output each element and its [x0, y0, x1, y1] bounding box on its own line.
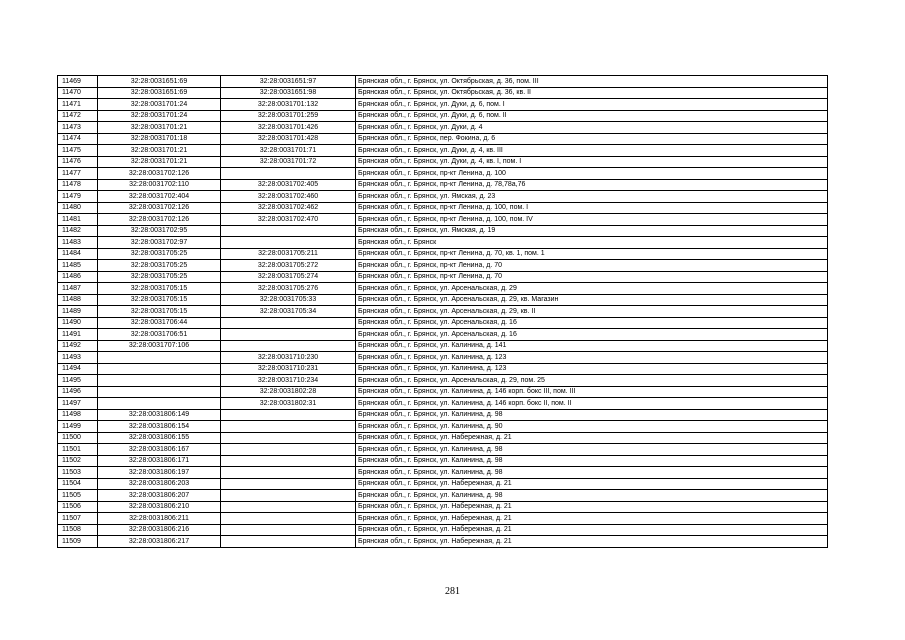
row-number-cell: 11480 [58, 202, 98, 214]
object-cadastral-number-cell: 32:28:0031710:230 [221, 352, 356, 364]
address-cell: Брянская обл., г. Брянск, ул. Калинина, д. 90 [356, 421, 828, 433]
table-row [58, 191, 828, 203]
cadastral-number-cell: 32:28:0031706:44 [98, 317, 221, 329]
object-cadastral-number-cell: 32:28:0031702:460 [221, 191, 356, 203]
object-cadastral-number-cell [221, 524, 356, 536]
table-row [58, 340, 828, 352]
cadastral-number-cell [98, 375, 221, 387]
row-number-cell: 11469 [58, 76, 98, 88]
object-cadastral-number-cell [221, 490, 356, 502]
cadastral-number-cell: 32:28:0031702:97 [98, 237, 221, 249]
address-cell: Брянская обл., г. Брянск, ул. Набережная, д. 21 [356, 536, 828, 548]
cadastral-number-cell: 32:28:0031806:149 [98, 409, 221, 421]
table-row [58, 237, 828, 249]
table-row [58, 363, 828, 375]
address-cell: Брянская обл., г. Брянск, ул. Калинина, д. 123 [356, 363, 828, 375]
object-cadastral-number-cell: 32:28:0031702:462 [221, 202, 356, 214]
object-cadastral-number-cell: 32:28:0031701:132 [221, 99, 356, 111]
table-row [58, 179, 828, 191]
table-row [58, 87, 828, 99]
object-cadastral-number-cell [221, 421, 356, 433]
cadastral-number-cell: 32:28:0031701:24 [98, 99, 221, 111]
table-row [58, 306, 828, 318]
row-number-cell: 11488 [58, 294, 98, 306]
table-row [58, 133, 828, 145]
cadastral-number-cell [98, 352, 221, 364]
address-cell: Брянская обл., г. Брянск, ул. Набережная, д. 21 [356, 513, 828, 525]
cadastral-number-cell [98, 398, 221, 410]
object-cadastral-number-cell: 32:28:0031802:28 [221, 386, 356, 398]
table-row [58, 398, 828, 410]
address-cell: Брянская обл., г. Брянск, ул. Калинина, д. 123 [356, 352, 828, 364]
row-number-cell: 11507 [58, 513, 98, 525]
row-number-cell: 11482 [58, 225, 98, 237]
object-cadastral-number-cell [221, 513, 356, 525]
table-row [58, 329, 828, 341]
cadastral-number-cell: 32:28:0031806:154 [98, 421, 221, 433]
table-row [58, 467, 828, 479]
object-cadastral-number-cell: 32:28:0031802:31 [221, 398, 356, 410]
row-number-cell: 11486 [58, 271, 98, 283]
table-row [58, 501, 828, 513]
table-row [58, 375, 828, 387]
address-cell: Брянская обл., г. Брянск, пр-кт Ленина, д. 100, пом. I [356, 202, 828, 214]
row-number-cell: 11490 [58, 317, 98, 329]
row-number-cell: 11483 [58, 237, 98, 249]
table-row [58, 122, 828, 134]
object-cadastral-number-cell: 32:28:0031710:234 [221, 375, 356, 387]
table-row [58, 444, 828, 456]
row-number-cell: 11484 [58, 248, 98, 260]
row-number-cell: 11477 [58, 168, 98, 180]
address-cell: Брянская обл., г. Брянск, ул. Октябрьская, д. 36, кв. II [356, 87, 828, 99]
cadastral-number-cell: 32:28:0031806:216 [98, 524, 221, 536]
object-cadastral-number-cell: 32:28:0031710:231 [221, 363, 356, 375]
cadastral-number-cell: 32:28:0031702:126 [98, 202, 221, 214]
table-row [58, 145, 828, 157]
address-cell: Брянская обл., г. Брянск, ул. Дуки, д. 4 [356, 122, 828, 134]
row-number-cell: 11471 [58, 99, 98, 111]
cadastral-number-cell: 32:28:0031806:197 [98, 467, 221, 479]
row-number-cell: 11474 [58, 133, 98, 145]
table-row [58, 225, 828, 237]
object-cadastral-number-cell: 32:28:0031701:71 [221, 145, 356, 157]
table-row [58, 260, 828, 272]
row-number-cell: 11501 [58, 444, 98, 456]
object-cadastral-number-cell [221, 455, 356, 467]
object-cadastral-number-cell: 32:28:0031651:98 [221, 87, 356, 99]
row-number-cell: 11479 [58, 191, 98, 203]
object-cadastral-number-cell [221, 501, 356, 513]
table-row [58, 421, 828, 433]
table-row [58, 490, 828, 502]
address-cell: Брянская обл., г. Брянск, ул. Арсенальская, д. 16 [356, 329, 828, 341]
row-number-cell: 11502 [58, 455, 98, 467]
object-cadastral-number-cell [221, 467, 356, 479]
cadastral-number-cell: 32:28:0031707:106 [98, 340, 221, 352]
row-number-cell: 11478 [58, 179, 98, 191]
object-cadastral-number-cell: 32:28:0031702:470 [221, 214, 356, 226]
table-row [58, 478, 828, 490]
address-cell: Брянская обл., г. Брянск, ул. Калинина, д. 98 [356, 467, 828, 479]
row-number-cell: 11508 [58, 524, 98, 536]
row-number-cell: 11481 [58, 214, 98, 226]
table-row [58, 294, 828, 306]
object-cadastral-number-cell [221, 225, 356, 237]
table-row [58, 513, 828, 525]
cadastral-table [57, 75, 828, 548]
address-cell: Брянская обл., г. Брянск, пр-кт Ленина, д. 70, кв. 1, пом. 1 [356, 248, 828, 260]
cadastral-number-cell: 32:28:0031701:21 [98, 122, 221, 134]
address-cell: Брянская обл., г. Брянск, ул. Ямская, д. 23 [356, 191, 828, 203]
row-number-cell: 11491 [58, 329, 98, 341]
cadastral-number-cell: 32:28:0031702:110 [98, 179, 221, 191]
address-cell: Брянская обл., г. Брянск, ул. Арсенальская, д. 29 [356, 283, 828, 295]
address-cell: Брянская обл., г. Брянск, ул. Калинина, д. 98 [356, 455, 828, 467]
row-number-cell: 11497 [58, 398, 98, 410]
table-body [58, 76, 828, 548]
row-number-cell: 11472 [58, 110, 98, 122]
address-cell: Брянская обл., г. Брянск, пр-кт Ленина, д. 70 [356, 260, 828, 272]
cadastral-number-cell: 32:28:0031806:211 [98, 513, 221, 525]
cadastral-number-cell: 32:28:0031701:21 [98, 156, 221, 168]
object-cadastral-number-cell: 32:28:0031701:426 [221, 122, 356, 134]
address-cell: Брянская обл., г. Брянск, ул. Калинина, д. 98 [356, 444, 828, 456]
address-cell: Брянская обл., г. Брянск, ул. Октябрьская, д. 36, пом. III [356, 76, 828, 88]
address-cell: Брянская обл., г. Брянск, ул. Дуки, д. 4, кв. I, пом. I [356, 156, 828, 168]
cadastral-number-cell: 32:28:0031702:126 [98, 168, 221, 180]
address-cell: Брянская обл., г. Брянск, ул. Ямская, д. 19 [356, 225, 828, 237]
row-number-cell: 11473 [58, 122, 98, 134]
row-number-cell: 11489 [58, 306, 98, 318]
table-row [58, 214, 828, 226]
object-cadastral-number-cell [221, 444, 356, 456]
row-number-cell: 11498 [58, 409, 98, 421]
row-number-cell: 11476 [58, 156, 98, 168]
object-cadastral-number-cell [221, 329, 356, 341]
address-cell: Брянская обл., г. Брянск, ул. Дуки, д. 6, пом. II [356, 110, 828, 122]
cadastral-number-cell: 32:28:0031705:15 [98, 283, 221, 295]
address-cell: Брянская обл., г. Брянск, ул. Арсенальская, д. 16 [356, 317, 828, 329]
table-row [58, 110, 828, 122]
table-row [58, 409, 828, 421]
row-number-cell: 11499 [58, 421, 98, 433]
address-cell: Брянская обл., г. Брянск, ул. Арсенальская, д. 29, кв. Магазин [356, 294, 828, 306]
cadastral-number-cell: 32:28:0031806:167 [98, 444, 221, 456]
object-cadastral-number-cell: 32:28:0031705:272 [221, 260, 356, 272]
address-cell: Брянская обл., г. Брянск, пр-кт Ленина, д. 100 [356, 168, 828, 180]
address-cell: Брянская обл., г. Брянск, ул. Калинина, д. 98 [356, 490, 828, 502]
cadastral-number-cell: 32:28:0031705:15 [98, 306, 221, 318]
object-cadastral-number-cell: 32:28:0031701:72 [221, 156, 356, 168]
row-number-cell: 11500 [58, 432, 98, 444]
row-number-cell: 11492 [58, 340, 98, 352]
object-cadastral-number-cell [221, 536, 356, 548]
row-number-cell: 11504 [58, 478, 98, 490]
document-table-wrapper [57, 75, 828, 548]
cadastral-number-cell: 32:28:0031706:51 [98, 329, 221, 341]
page-number: 281 [445, 586, 460, 597]
object-cadastral-number-cell [221, 340, 356, 352]
address-cell: Брянская обл., г. Брянск, ул. Дуки, д. 6, пом. I [356, 99, 828, 111]
table-row [58, 283, 828, 295]
row-number-cell: 11505 [58, 490, 98, 502]
cadastral-number-cell: 32:28:0031702:95 [98, 225, 221, 237]
object-cadastral-number-cell: 32:28:0031705:211 [221, 248, 356, 260]
row-number-cell: 11494 [58, 363, 98, 375]
object-cadastral-number-cell: 32:28:0031702:405 [221, 179, 356, 191]
object-cadastral-number-cell: 32:28:0031705:274 [221, 271, 356, 283]
cadastral-number-cell: 32:28:0031705:15 [98, 294, 221, 306]
row-number-cell: 11485 [58, 260, 98, 272]
object-cadastral-number-cell: 32:28:0031705:276 [221, 283, 356, 295]
table-row [58, 248, 828, 260]
address-cell: Брянская обл., г. Брянск, ул. Калинина, д. 141 [356, 340, 828, 352]
object-cadastral-number-cell: 32:28:0031701:428 [221, 133, 356, 145]
object-cadastral-number-cell [221, 168, 356, 180]
object-cadastral-number-cell [221, 237, 356, 249]
address-cell: Брянская обл., г. Брянск [356, 237, 828, 249]
cadastral-number-cell: 32:28:0031705:25 [98, 271, 221, 283]
cadastral-number-cell: 32:28:0031806:171 [98, 455, 221, 467]
address-cell: Брянская обл., г. Брянск, ул. Калинина, д. 146 корп. бокс II, пом. II [356, 398, 828, 410]
row-number-cell: 11496 [58, 386, 98, 398]
object-cadastral-number-cell [221, 409, 356, 421]
row-number-cell: 11509 [58, 536, 98, 548]
address-cell: Брянская обл., г. Брянск, ул. Набережная, д. 21 [356, 478, 828, 490]
cadastral-number-cell: 32:28:0031806:210 [98, 501, 221, 513]
row-number-cell: 11493 [58, 352, 98, 364]
object-cadastral-number-cell: 32:28:0031651:97 [221, 76, 356, 88]
cadastral-number-cell: 32:28:0031651:69 [98, 87, 221, 99]
cadastral-number-cell: 32:28:0031806:155 [98, 432, 221, 444]
table-row [58, 202, 828, 214]
address-cell: Брянская обл., г. Брянск, ул. Арсенальская, д. 29, пом. 25 [356, 375, 828, 387]
cadastral-number-cell: 32:28:0031705:25 [98, 260, 221, 272]
cadastral-number-cell [98, 386, 221, 398]
row-number-cell: 11470 [58, 87, 98, 99]
cadastral-number-cell: 32:28:0031806:217 [98, 536, 221, 548]
cadastral-number-cell: 32:28:0031651:69 [98, 76, 221, 88]
row-number-cell: 11475 [58, 145, 98, 157]
table-row [58, 352, 828, 364]
table-row [58, 536, 828, 548]
object-cadastral-number-cell: 32:28:0031705:34 [221, 306, 356, 318]
table-row [58, 76, 828, 88]
table-row [58, 168, 828, 180]
table-row [58, 455, 828, 467]
address-cell: Брянская обл., г. Брянск, ул. Набережная, д. 21 [356, 432, 828, 444]
object-cadastral-number-cell [221, 478, 356, 490]
object-cadastral-number-cell: 32:28:0031701:259 [221, 110, 356, 122]
address-cell: Брянская обл., г. Брянск, ул. Калинина, д. 146 корп. бокс III, пом. III [356, 386, 828, 398]
row-number-cell: 11503 [58, 467, 98, 479]
table-row [58, 386, 828, 398]
address-cell: Брянская обл., г. Брянск, ул. Арсенальская, д. 29, кв. II [356, 306, 828, 318]
row-number-cell: 11487 [58, 283, 98, 295]
address-cell: Брянская обл., г. Брянск, ул. Набережная, д. 21 [356, 501, 828, 513]
cadastral-number-cell [98, 363, 221, 375]
table-row [58, 524, 828, 536]
cadastral-number-cell: 32:28:0031806:203 [98, 478, 221, 490]
cadastral-number-cell: 32:28:0031701:21 [98, 145, 221, 157]
cadastral-number-cell: 32:28:0031701:24 [98, 110, 221, 122]
cadastral-number-cell: 32:28:0031702:404 [98, 191, 221, 203]
address-cell: Брянская обл., г. Брянск, пер. Фокина, д. 6 [356, 133, 828, 145]
address-cell: Брянская обл., г. Брянск, пр-кт Ленина, д. 78,78а,76 [356, 179, 828, 191]
object-cadastral-number-cell [221, 432, 356, 444]
address-cell: Брянская обл., г. Брянск, ул. Калинина, д. 98 [356, 409, 828, 421]
table-row [58, 317, 828, 329]
object-cadastral-number-cell [221, 317, 356, 329]
cadastral-number-cell: 32:28:0031701:18 [98, 133, 221, 145]
cadastral-number-cell: 32:28:0031705:25 [98, 248, 221, 260]
table-row [58, 99, 828, 111]
row-number-cell: 11506 [58, 501, 98, 513]
address-cell: Брянская обл., г. Брянск, ул. Набережная, д. 21 [356, 524, 828, 536]
table-row [58, 156, 828, 168]
address-cell: Брянская обл., г. Брянск, ул. Дуки, д. 4, кв. III [356, 145, 828, 157]
cadastral-number-cell: 32:28:0031702:126 [98, 214, 221, 226]
object-cadastral-number-cell: 32:28:0031705:33 [221, 294, 356, 306]
table-row [58, 432, 828, 444]
cadastral-number-cell: 32:28:0031806:207 [98, 490, 221, 502]
address-cell: Брянская обл., г. Брянск, пр-кт Ленина, д. 70 [356, 271, 828, 283]
table-row [58, 271, 828, 283]
address-cell: Брянская обл., г. Брянск, пр-кт Ленина, д. 100, пом. IV [356, 214, 828, 226]
row-number-cell: 11495 [58, 375, 98, 387]
